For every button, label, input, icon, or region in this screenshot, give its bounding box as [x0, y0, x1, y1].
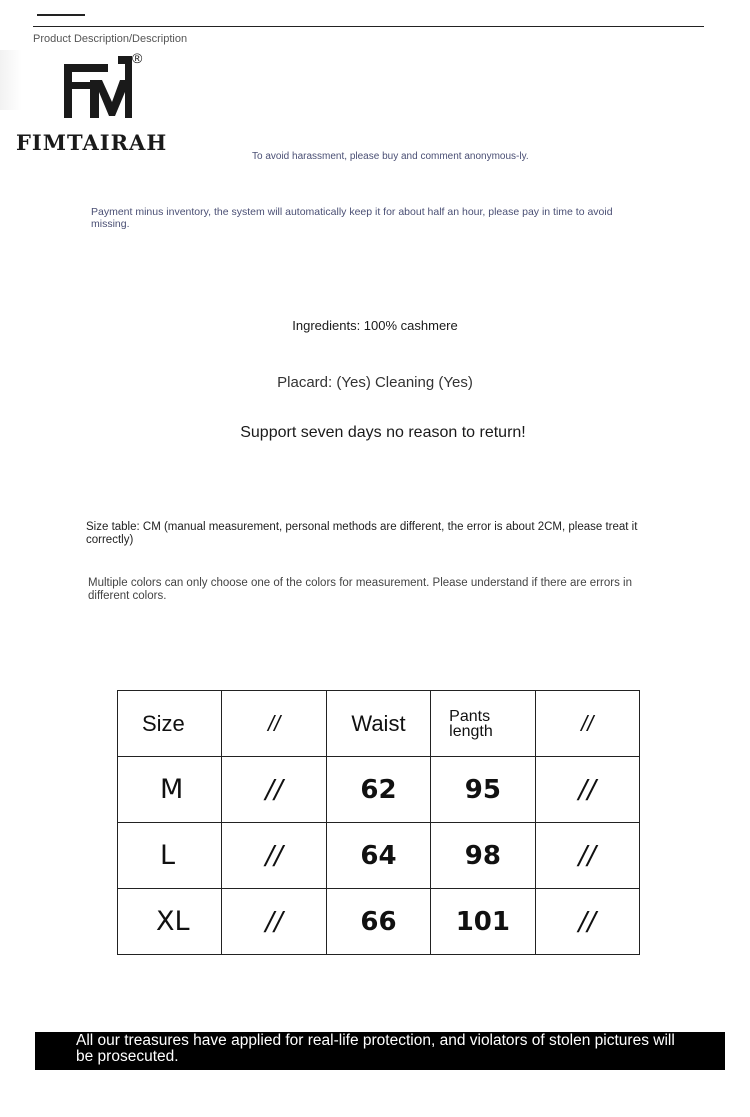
table-row [118, 757, 640, 823]
brand-logo [14, 52, 184, 158]
colors-note: Multiple colors can only choose one of the colors for measurement. Please understand if there are errors in different colors. [88, 577, 632, 602]
header-size: Size [118, 691, 222, 757]
size-table [117, 690, 640, 955]
short-divider [37, 14, 85, 16]
copyright-notice: All our treasures have applied for real-life protection, and violators of stolen pictures will be prosecuted. [76, 1032, 675, 1065]
row-size: M [118, 757, 222, 823]
header-blank-1: // [222, 691, 326, 757]
row-waist: 64 [326, 823, 430, 889]
row-pants-length: 95 [431, 757, 535, 823]
table-row [118, 823, 640, 889]
registered-mark: ® [132, 50, 143, 66]
header-pants-length: Pants length [431, 691, 535, 757]
header-waist: Waist [326, 691, 430, 757]
harassment-note: To avoid harassment, please buy and comment anonymous-ly. [252, 151, 529, 162]
row-blank: // [222, 889, 326, 955]
row-blank: // [222, 757, 326, 823]
brand-name: FIMTAIRAH [16, 130, 168, 155]
size-table-note: Size table: CM (manual measurement, personal methods are different, the error is about 2CM, please treat it correctly) [86, 521, 638, 546]
header-blank-2: // [535, 691, 639, 757]
row-waist: 62 [326, 757, 430, 823]
ingredients-line: Ingredients: 100% cashmere [292, 318, 458, 333]
row-pants-length: 98 [431, 823, 535, 889]
return-policy-line: Support seven days no reason to return! [240, 424, 526, 441]
payment-note: Payment minus inventory, the system will automatically keep it for about half an hour, please pay in time to avoid missing. [91, 206, 613, 230]
row-size: XL [118, 889, 222, 955]
header-divider [33, 26, 704, 27]
row-blank: // [535, 889, 639, 955]
section-label: Product Description/Description [33, 33, 188, 45]
row-size: L [118, 823, 222, 889]
table-row [118, 889, 640, 955]
copyright-banner [35, 1032, 725, 1070]
row-blank: // [535, 757, 639, 823]
table-header-row [118, 691, 640, 757]
row-blank: // [222, 823, 326, 889]
row-waist: 66 [326, 889, 430, 955]
row-blank: // [535, 823, 639, 889]
placard-line: Placard: (Yes) Cleaning (Yes) [277, 374, 473, 391]
row-pants-length: 101 [431, 889, 535, 955]
